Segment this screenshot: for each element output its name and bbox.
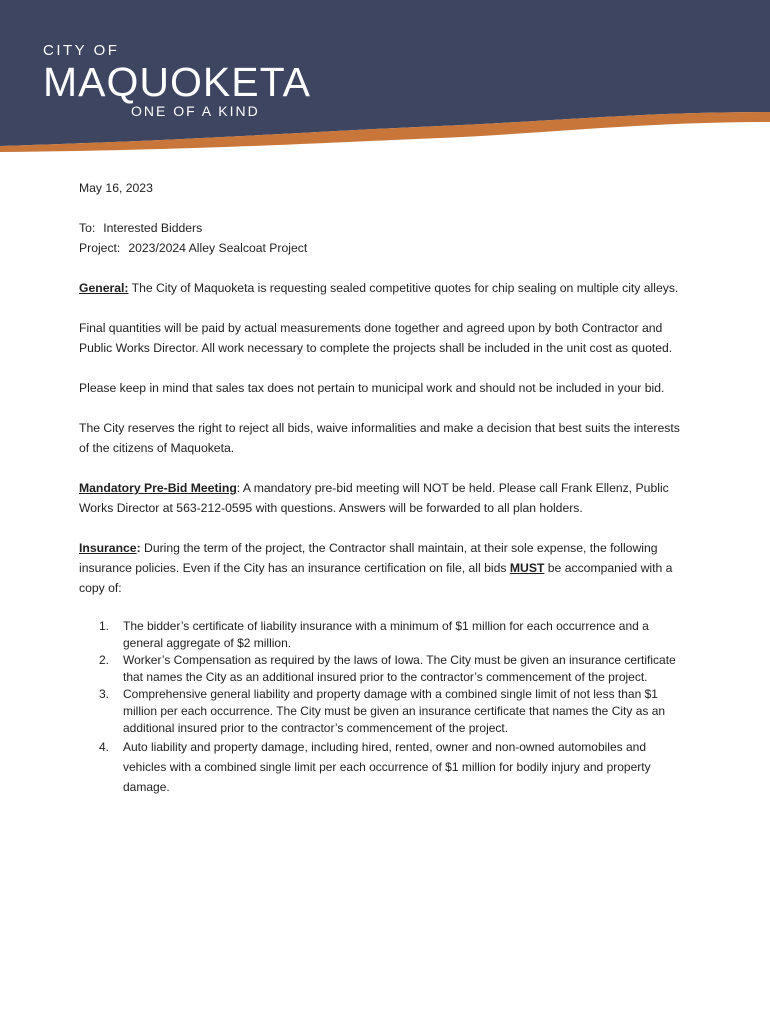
list-text: Worker’s Compensation as required by the laws of Iowa. The City must be given an insurance certificate that names the City as an additional insured prior to the contractor’s commencement of the project. [123, 653, 676, 684]
insurance-colon: : [136, 541, 141, 555]
list-item [99, 737, 684, 797]
insurance-policy-list [79, 618, 684, 797]
list-item [99, 686, 684, 737]
letter-body [79, 178, 684, 797]
to-label: To: [79, 221, 96, 235]
project-label: Project: [79, 241, 121, 255]
list-text: Auto liability and property damage, including hired, rented, owner and non-owned automobiles and vehicles with a combined single limit per each occurrence of $1 million for bodily injury and property damage. [123, 740, 651, 794]
reserves-paragraph: The City reserves the right to reject all bids, waive informalities and make a decision that best suits the interests of the citizens of Maquoketa. [79, 421, 680, 455]
list-item [99, 618, 684, 652]
list-text: Comprehensive general liability and property damage with a combined single limit of not less than $1 million per each occurrence. The City must be given an insurance certificate that names the City as an additional insured prior to the contractor’s commencement of the project. [123, 687, 666, 735]
list-number: 3. [99, 687, 110, 701]
list-number: 4. [99, 740, 110, 754]
to-line [79, 218, 684, 238]
general-heading: General: [79, 281, 129, 295]
general-paragraph [79, 278, 684, 298]
logo-city-of: CITY OF [43, 42, 120, 59]
letter-date: May 16, 2023 [79, 181, 153, 195]
letterhead [0, 0, 770, 160]
project-value: 2023/2024 Alley Sealcoat Project [128, 241, 308, 255]
insurance-heading: Insurance [79, 541, 137, 555]
to-value: Interested Bidders [103, 221, 203, 235]
city-logo [43, 42, 311, 120]
final-quantities-paragraph: Final quantities will be paid by actual measurements done together and agreed upon by both Contractor and Public Works Director. All work necessary to complete the projects shall be included in the unit cost as quoted. [79, 321, 673, 355]
insurance-paragraph [79, 538, 684, 598]
list-item [99, 652, 684, 686]
insurance-text-2: be accompanied with a copy of: [79, 561, 673, 595]
list-number: 2. [99, 653, 110, 667]
general-text: The City of Maquoketa is requesting sealed competitive quotes for chip sealing on multiple city alleys. [128, 281, 679, 295]
address-block [79, 218, 684, 258]
project-line [79, 238, 684, 258]
prebid-text: : A mandatory pre-bid meeting will NOT be held. Please call Frank Ellenz, Public Works Director at 563-212-0595 with questions. Answers will be forwarded to all plan holders. [79, 481, 669, 515]
insurance-must: MUST [509, 561, 545, 575]
logo-tagline: ONE OF A KIND [131, 103, 260, 119]
prebid-paragraph [79, 478, 684, 518]
insurance-text-1: During the term of the project, the Contractor shall maintain, at their sole expense, the following insurance policies. Even if the City has an insurance certification on file, all bids [79, 541, 658, 575]
logo-name: MAQUOKETA [43, 59, 311, 105]
list-number: 1. [99, 619, 110, 633]
prebid-heading: Mandatory Pre-Bid Meeting [79, 481, 237, 495]
sales-tax-paragraph: Please keep in mind that sales tax does not pertain to municipal work and should not be included in your bid. [79, 381, 665, 395]
list-text: The bidder’s certificate of liability insurance with a minimum of $1 million for each occurrence and a general aggregate of $2 million. [123, 619, 649, 650]
